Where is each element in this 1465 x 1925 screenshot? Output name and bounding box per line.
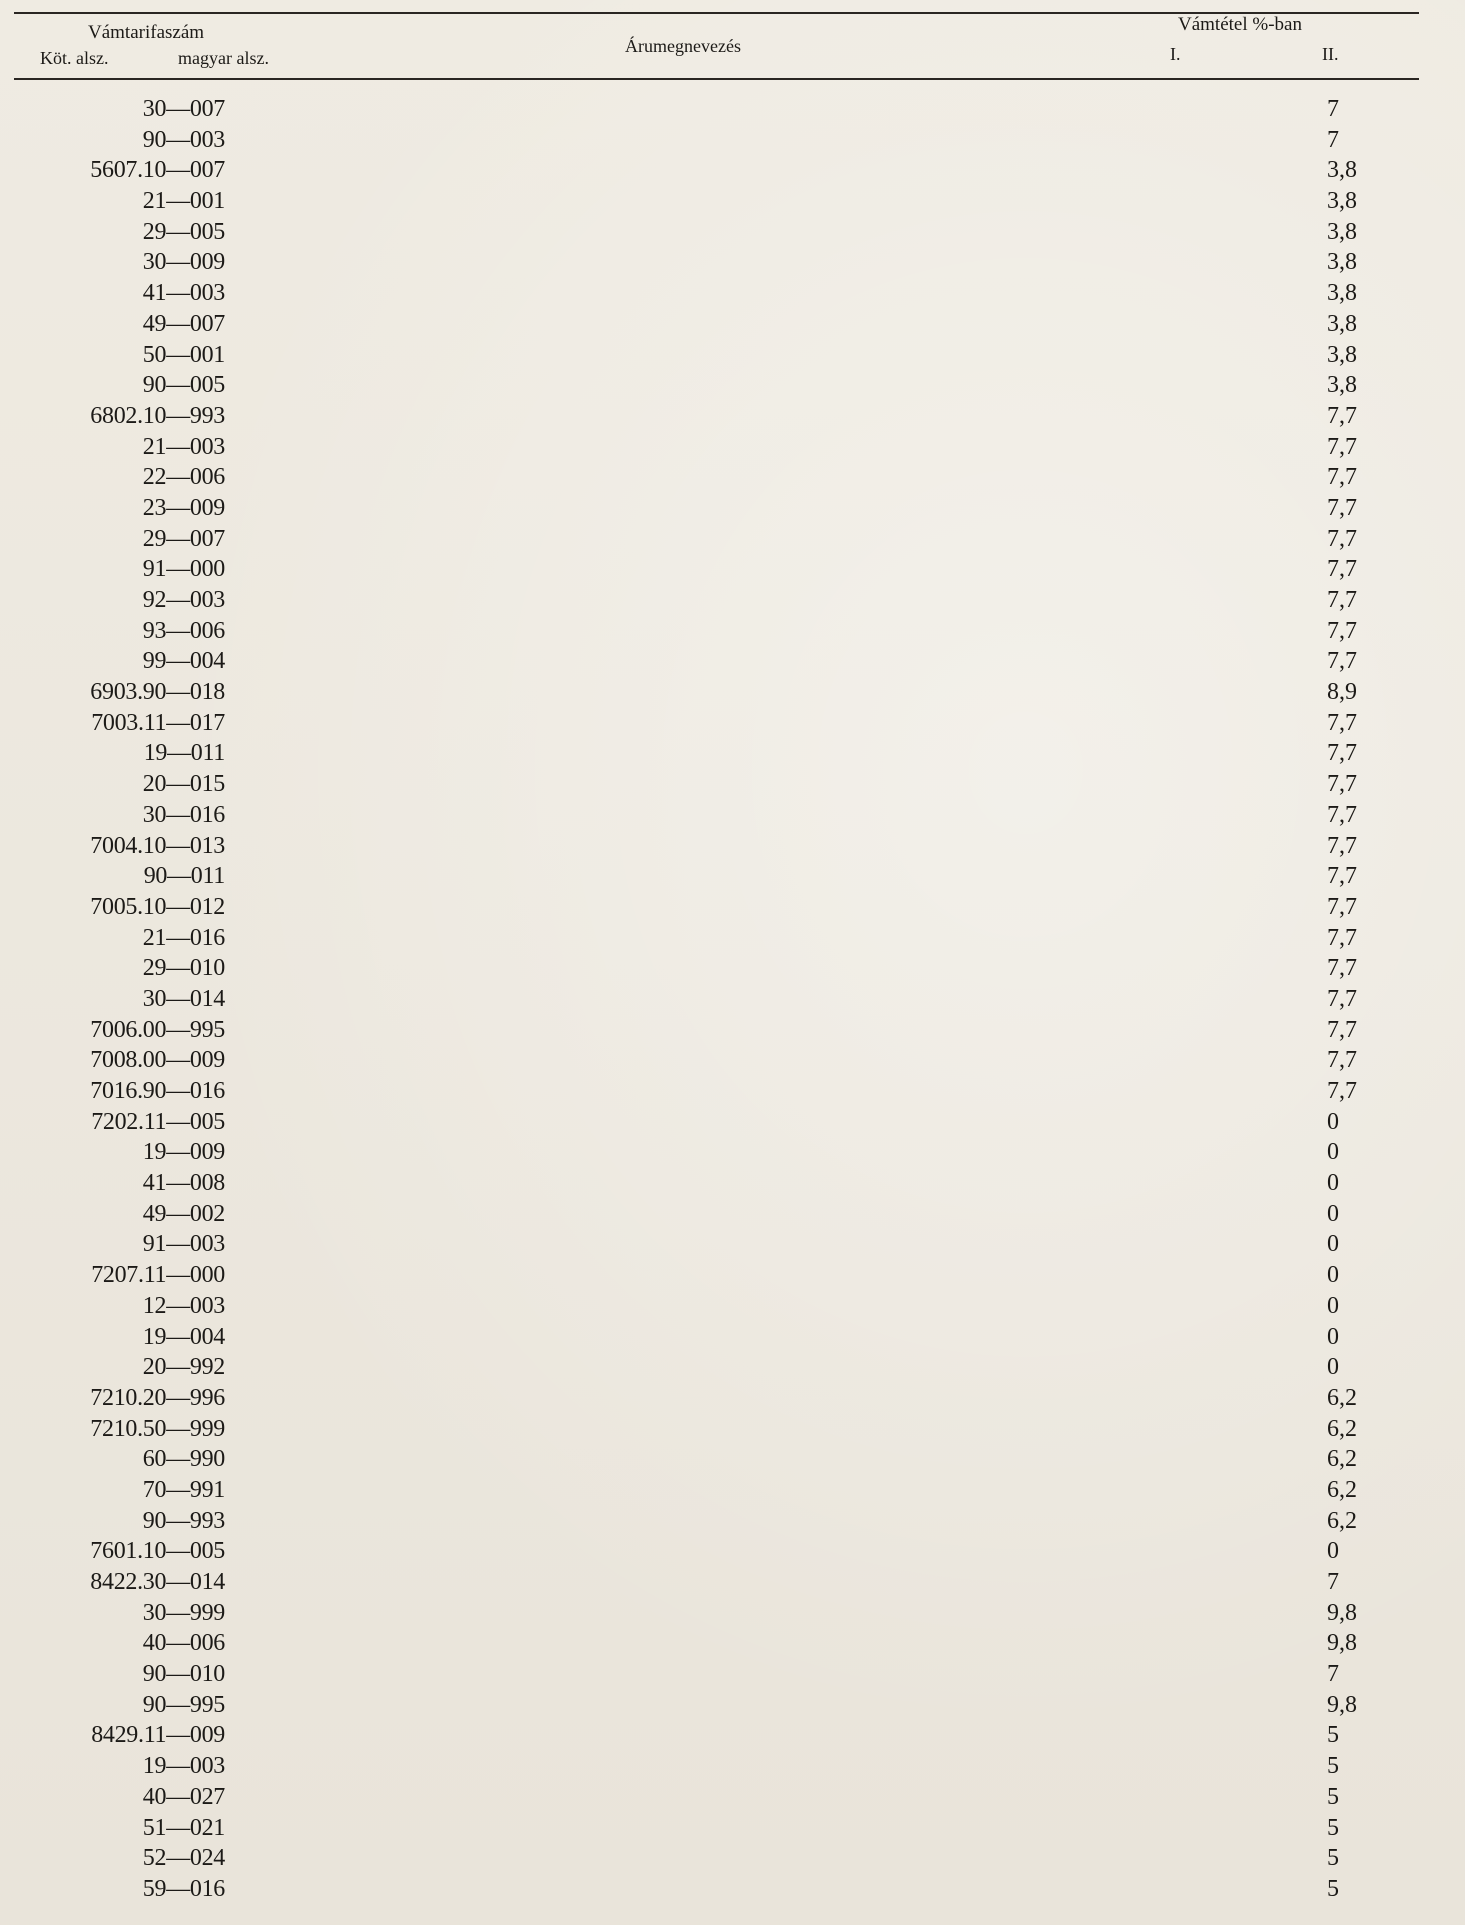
tariff-code: 20—015 [142,771,225,798]
rate-col-2: 5 [1327,1814,1339,1841]
header-rate-title: Vámtétel %-ban [1178,14,1302,35]
table-row [0,432,1465,463]
table-row [0,247,1465,278]
header-rate-col-1: I. [1170,44,1181,64]
table-row [0,1107,1465,1138]
tariff-code: 21—003 [142,433,225,460]
tariff-code: 40—027 [142,1783,225,1810]
table-row [0,1168,1465,1199]
tariff-code: 30—014 [142,985,225,1012]
tariff-code: 30—007 [142,96,225,122]
rate-col-2: 7,7 [1327,494,1357,521]
rate-col-2: 6,2 [1327,1507,1357,1534]
rate-col-2: 3,8 [1327,341,1357,368]
rate-col-2: 0 [1327,1262,1339,1289]
tariff-code: 12—003 [142,1292,225,1319]
tariff-code: 49—007 [142,310,225,337]
rate-col-2: 7,7 [1327,587,1357,613]
rate-col-2: 9,8 [1327,1599,1357,1626]
tariff-code: 8429.11—009 [91,1722,225,1749]
table-row [0,1383,1465,1414]
rate-col-2: 0 [1327,1323,1339,1350]
tariff-code: 7202.11—005 [91,1108,225,1135]
tariff-code: 7006.00—995 [90,1016,225,1043]
tariff-code: 91—003 [142,1231,225,1258]
table-row [0,585,1465,616]
table-row [0,984,1465,1015]
header-rule [14,78,1419,80]
rate-col-2: 7,7 [1327,525,1357,552]
table-row [0,1782,1465,1813]
table-row [0,1260,1465,1291]
tariff-code: 90—995 [142,1691,225,1718]
table-row [0,677,1465,708]
rate-col-2: 7,7 [1327,863,1357,890]
tariff-code: 19—011 [143,740,225,767]
table-row [0,1843,1465,1874]
tariff-code: 7210.20—996 [90,1384,225,1411]
table-row [0,370,1465,401]
rate-col-2: 0 [1327,1200,1339,1227]
rate-col-2: 7,7 [1327,832,1357,859]
tariff-code: 30—016 [142,801,225,828]
table-row [0,616,1465,647]
tariff-code: 21—016 [142,924,225,951]
table-row [0,1475,1465,1506]
tariff-code: 99—004 [142,648,225,675]
rate-col-2: 5 [1327,1783,1339,1810]
table-row [0,1751,1465,1782]
rate-col-2: 7,7 [1327,771,1357,798]
header-magyar-alsz: magyar alsz. [178,48,269,68]
tariff-code: 91—000 [142,556,225,583]
table-row [0,1690,1465,1721]
tariff-code: 90—003 [142,126,225,153]
table-row [0,1137,1465,1168]
table-row [0,401,1465,432]
tariff-code: 21—001 [142,188,225,215]
rate-col-2: 3,8 [1327,372,1357,399]
rate-col-2: 7,7 [1327,1078,1357,1104]
tariff-code: 90—993 [142,1507,225,1534]
tariff-code: 19—004 [142,1323,225,1350]
table-row [0,1414,1465,1445]
table-row [0,1015,1465,1046]
rate-col-2: 0 [1327,1538,1339,1565]
rate-col-2: 0 [1327,1292,1339,1319]
table-row [0,554,1465,585]
table-row [0,462,1465,493]
header-kot-alsz: Köt. alsz. [40,48,109,68]
tariff-code: 30—009 [142,249,225,276]
rate-col-2: 7 [1327,96,1339,122]
table-row [0,646,1465,677]
table-row [0,1076,1465,1107]
tariff-code: 50—001 [142,341,225,368]
table-row [0,831,1465,862]
table-row [0,493,1465,524]
table-row [0,1352,1465,1383]
rate-col-2: 3,8 [1327,218,1357,245]
tariff-code: 41—003 [142,280,225,307]
table-row [0,1045,1465,1076]
table-row [0,738,1465,769]
tariff-code: 90—005 [142,372,225,399]
rate-col-2: 0 [1327,1139,1339,1166]
rate-col-2: 3,8 [1327,310,1357,337]
tariff-code: 7207.11—000 [91,1262,225,1289]
tariff-code: 5607.10—007 [90,157,225,184]
tariff-table-body [0,94,1465,1905]
header-code-title: Vámtarifaszám [88,22,205,43]
table-row [0,217,1465,248]
table-row [0,524,1465,555]
rate-col-2: 0 [1327,1354,1339,1381]
rate-col-2: 0 [1327,1108,1339,1135]
rate-col-2: 5 [1327,1845,1339,1872]
rate-col-2: 7,7 [1327,556,1357,583]
rate-col-2: 3,8 [1327,280,1357,307]
rate-col-2: 7 [1327,126,1339,153]
tariff-code: 49—002 [142,1200,225,1227]
tariff-code: 30—999 [142,1599,225,1626]
table-row [0,1567,1465,1598]
table-row [0,340,1465,371]
tariff-code: 93—006 [142,617,225,644]
tariff-code: 90—010 [142,1661,225,1688]
rate-col-2: 0 [1327,1170,1339,1197]
tariff-code: 40—006 [142,1630,225,1657]
rate-col-2: 8,9 [1327,679,1357,706]
rate-col-2: 7,7 [1327,801,1357,828]
table-row [0,1536,1465,1567]
rate-col-2: 7,7 [1327,648,1357,675]
table-row [0,1199,1465,1230]
rate-col-2: 3,8 [1327,188,1357,215]
tariff-code: 59—016 [142,1875,225,1902]
rate-col-2: 9,8 [1327,1630,1357,1657]
table-row [0,1813,1465,1844]
tariff-code: 41—008 [142,1170,225,1197]
table-row [0,953,1465,984]
rate-col-2: 7,7 [1327,985,1357,1012]
table-row [0,923,1465,954]
rate-col-2: 7,7 [1327,709,1357,736]
rate-col-2: 7,7 [1327,464,1357,491]
rate-col-2: 6,2 [1327,1384,1357,1411]
table-row [0,1229,1465,1260]
table-row [0,94,1465,125]
tariff-code: 19—009 [142,1139,225,1166]
rate-col-2: 3,8 [1327,157,1357,184]
table-row [0,800,1465,831]
rate-col-2: 7,7 [1327,893,1357,920]
tariff-code: 7601.10—005 [90,1538,225,1565]
tariff-code: 19—003 [142,1753,225,1780]
table-row [0,155,1465,186]
table-row [0,1598,1465,1629]
rate-col-2: 7,7 [1327,1016,1357,1043]
table-row [0,1874,1465,1905]
tariff-code: 7016.90—016 [90,1078,225,1104]
tariff-code: 52—024 [142,1845,225,1872]
rate-col-2: 7 [1327,1569,1339,1595]
tariff-code: 51—021 [142,1814,225,1841]
tariff-code: 29—010 [142,955,225,982]
tariff-code: 29—005 [142,218,225,245]
rate-col-2: 6,2 [1327,1446,1357,1473]
rate-col-2: 6,2 [1327,1415,1357,1442]
tariff-code: 23—009 [142,494,225,521]
header-description: Árumegnevezés [625,36,741,56]
tariff-code: 7004.10—013 [90,832,225,859]
table-row [0,861,1465,892]
rate-col-2: 7,7 [1327,740,1357,767]
tariff-code: 29—007 [142,525,225,552]
table-row [0,1444,1465,1475]
tariff-code: 7005.10—012 [90,893,225,920]
tariff-code: 6903.90—018 [90,679,225,706]
rate-col-2: 3,8 [1327,249,1357,276]
rate-col-2: 9,8 [1327,1691,1357,1718]
rate-col-2: 0 [1327,1231,1339,1258]
table-row [0,1291,1465,1322]
rate-col-2: 7,7 [1327,955,1357,982]
table-row [0,1720,1465,1751]
table-row [0,892,1465,923]
tariff-code: 90—011 [143,863,225,890]
rate-col-2: 7 [1327,1661,1339,1688]
table-row [0,1506,1465,1537]
header-rate-col-2: II. [1322,44,1339,64]
tariff-code: 92—003 [142,587,225,613]
table-row [0,1322,1465,1353]
table-row [0,1628,1465,1659]
rate-col-2: 7,7 [1327,402,1357,429]
table-row [0,708,1465,739]
tariff-code: 7210.50—999 [90,1415,225,1442]
tariff-code: 60—990 [142,1446,225,1473]
tariff-code: 20—992 [142,1354,225,1381]
table-row [0,769,1465,800]
rate-col-2: 5 [1327,1875,1339,1902]
tariff-code: 70—991 [142,1476,225,1503]
table-row [0,309,1465,340]
rate-col-2: 7,7 [1327,1047,1357,1074]
rate-col-2: 7,7 [1327,433,1357,460]
table-row [0,278,1465,309]
tariff-code: 22—006 [142,464,225,491]
rate-col-2: 7,7 [1327,617,1357,644]
tariff-code: 6802.10—993 [90,402,225,429]
table-row [0,125,1465,156]
rate-col-2: 6,2 [1327,1476,1357,1503]
rate-col-2: 5 [1327,1722,1339,1749]
tariff-code: 7003.11—017 [91,709,225,736]
table-row [0,1659,1465,1690]
rate-col-2: 5 [1327,1753,1339,1780]
tariff-code: 7008.00—009 [90,1047,225,1074]
rate-col-2: 7,7 [1327,924,1357,951]
table-row [0,186,1465,217]
tariff-code: 8422.30—014 [90,1569,225,1595]
